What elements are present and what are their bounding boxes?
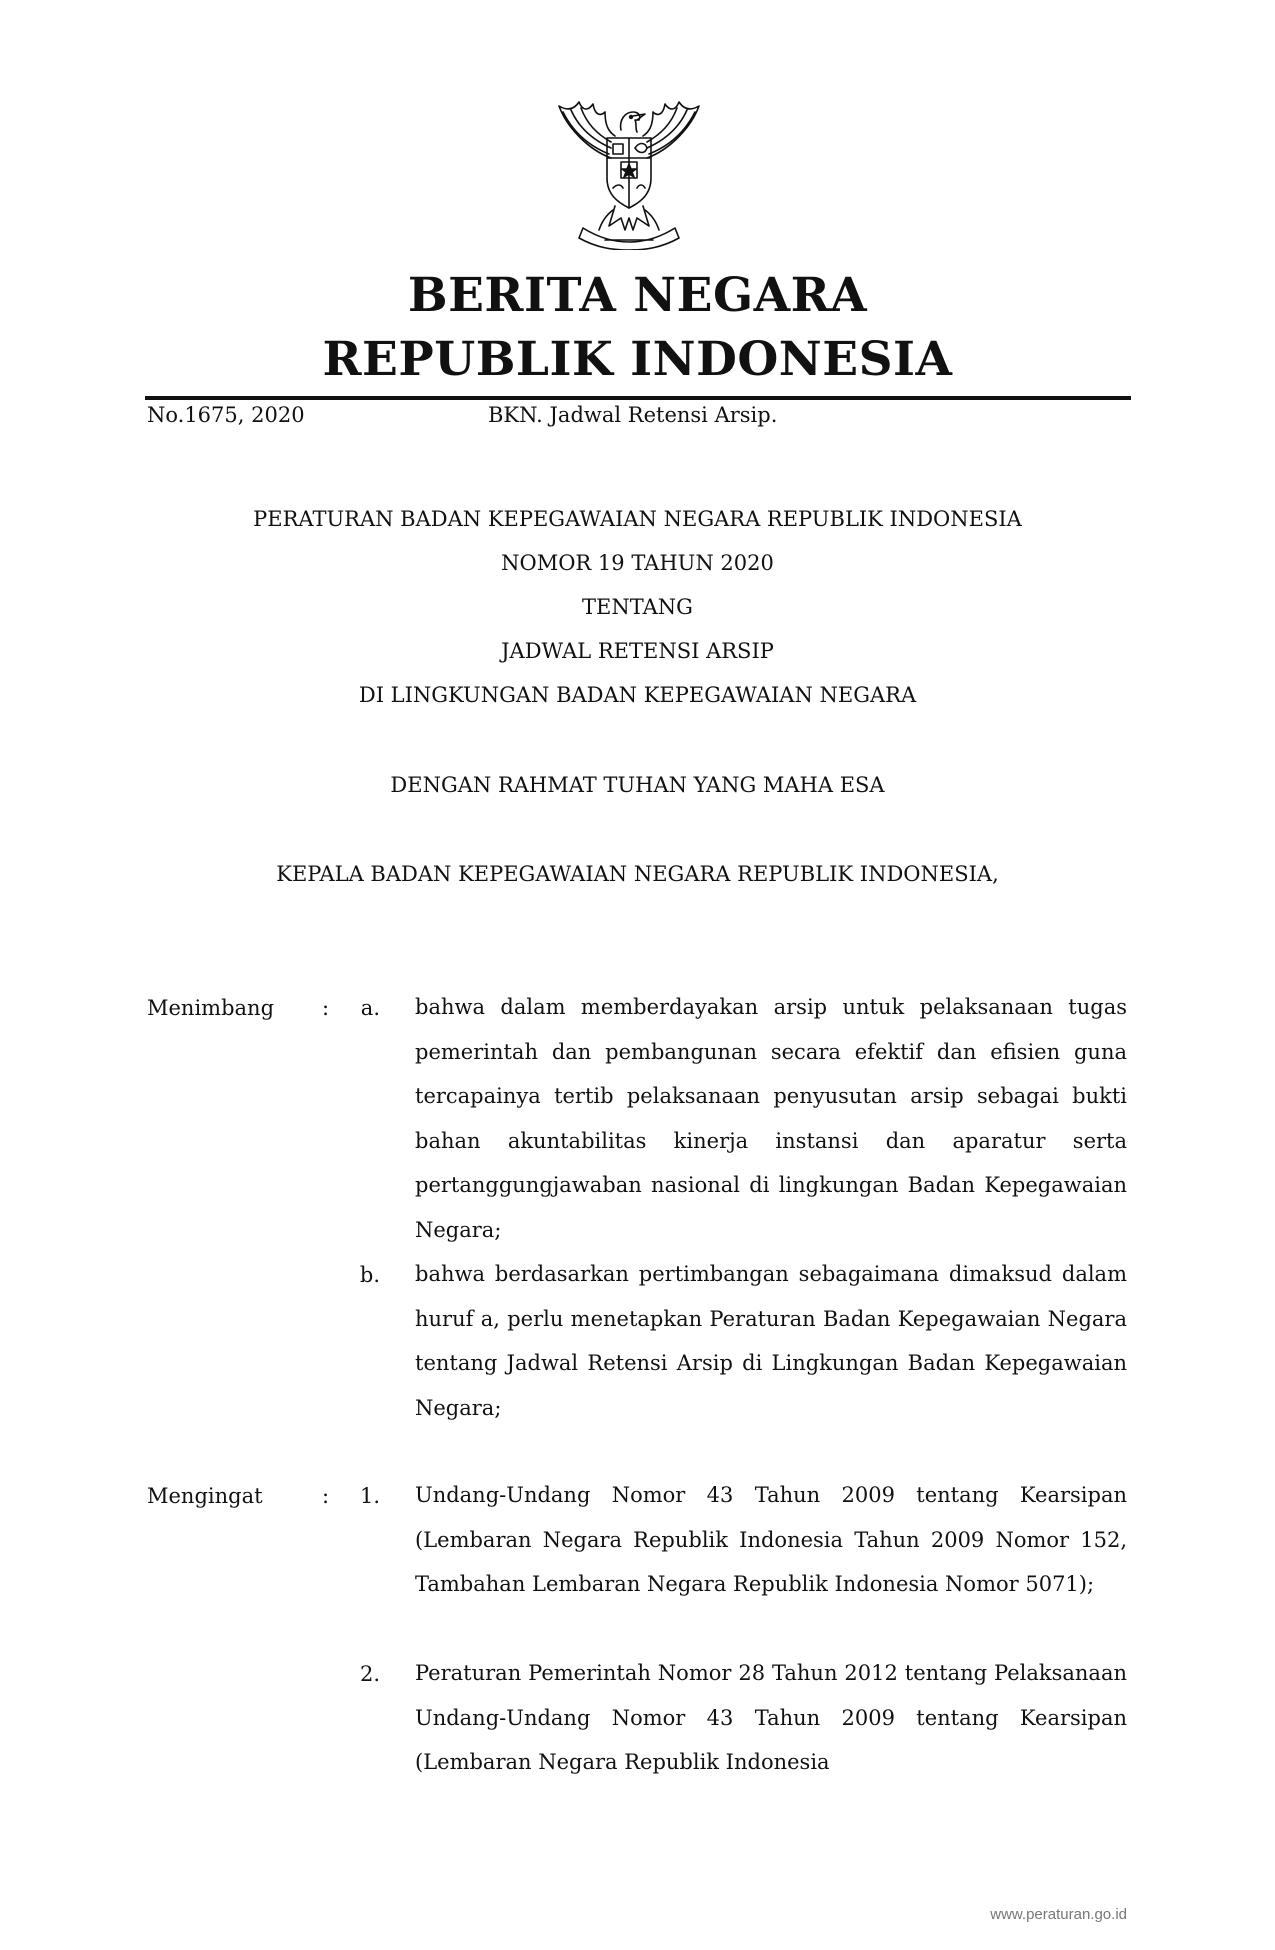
menimbang-item-text: bahwa dalam memberdayakan arsip untuk pelaksanaan tugas pemerintah dan pembangunan secara efektif dan efisien guna tercapainya tertib pelaksanaan penyusutan arsip sebagai bukti bahan akuntabilitas kinerja instansi dan aparatur serta pertanggungjawaban nasional di lingkungan Badan Kepegawaian Negara; (415, 995, 1127, 1242)
mengingat-item-marker: 2. (359, 1662, 380, 1686)
issuer-line: KEPALA BADAN KEPEGAWAIAN NEGARA REPUBLIK INDONESIA, (276, 862, 999, 886)
issue-short-title: BKN. Jadwal Retensi Arsip. (488, 403, 778, 427)
regulation-scope-line: DI LINGKUNGAN BADAN KEPEGAWAIAN NEGARA (358, 683, 917, 707)
mengingat-label: Mengingat (147, 1484, 263, 1508)
mengingat-colon: : (322, 1484, 330, 1508)
mengingat-item-text: Undang-Undang Nomor 43 Tahun 2009 tentang Kearsipan (Lembaran Negara Republik Indonesia Tahun 2009 Nomor 152, Tambahan Lembaran Negara Republik Indonesia Nomor 5071); (415, 1483, 1127, 1596)
mengingat-item-marker: 1. (359, 1484, 380, 1508)
menimbang-item-marker: a. (360, 996, 380, 1020)
regulation-tentang-line: TENTANG (582, 595, 693, 619)
regulation-number-line: NOMOR 19 TAHUN 2020 (501, 551, 774, 575)
footer-url[interactable]: www.peraturan.go.id (990, 1906, 1127, 1923)
regulation-subject-line: JADWAL RETENSI ARSIP (501, 639, 774, 663)
issue-number: No.1675, 2020 (147, 403, 305, 427)
masthead-line-1: BERITA NEGARA (407, 268, 868, 323)
invocation: DENGAN RAHMAT TUHAN YANG MAHA ESA (390, 773, 885, 797)
masthead-line-2: REPUBLIK INDONESIA (322, 332, 953, 387)
menimbang-colon: : (322, 996, 330, 1020)
garuda-emblem-icon (549, 98, 709, 250)
menimbang-item-marker: b. (359, 1263, 380, 1287)
mengingat-item-text: Peraturan Pemerintah Nomor 28 Tahun 2012 tentang Pelaksanaan Undang-Undang Nomor 43 Tahun 2009 tentang Kearsipan (Lembaran Negara Republik Indonesia (415, 1661, 1127, 1774)
regulation-title-line: PERATURAN BADAN KEPEGAWAIAN NEGARA REPUBLIK INDONESIA (253, 507, 1022, 531)
menimbang-label: Menimbang (147, 996, 275, 1020)
header-rule (145, 396, 1131, 400)
menimbang-item-text: bahwa berdasarkan pertimbangan sebagaimana dimaksud dalam huruf a, perlu menetapkan Peraturan Badan Kepegawaian Negara tentang Jadwal Retensi Arsip di Lingkungan Badan Kepegawaian Negara; (415, 1262, 1127, 1420)
